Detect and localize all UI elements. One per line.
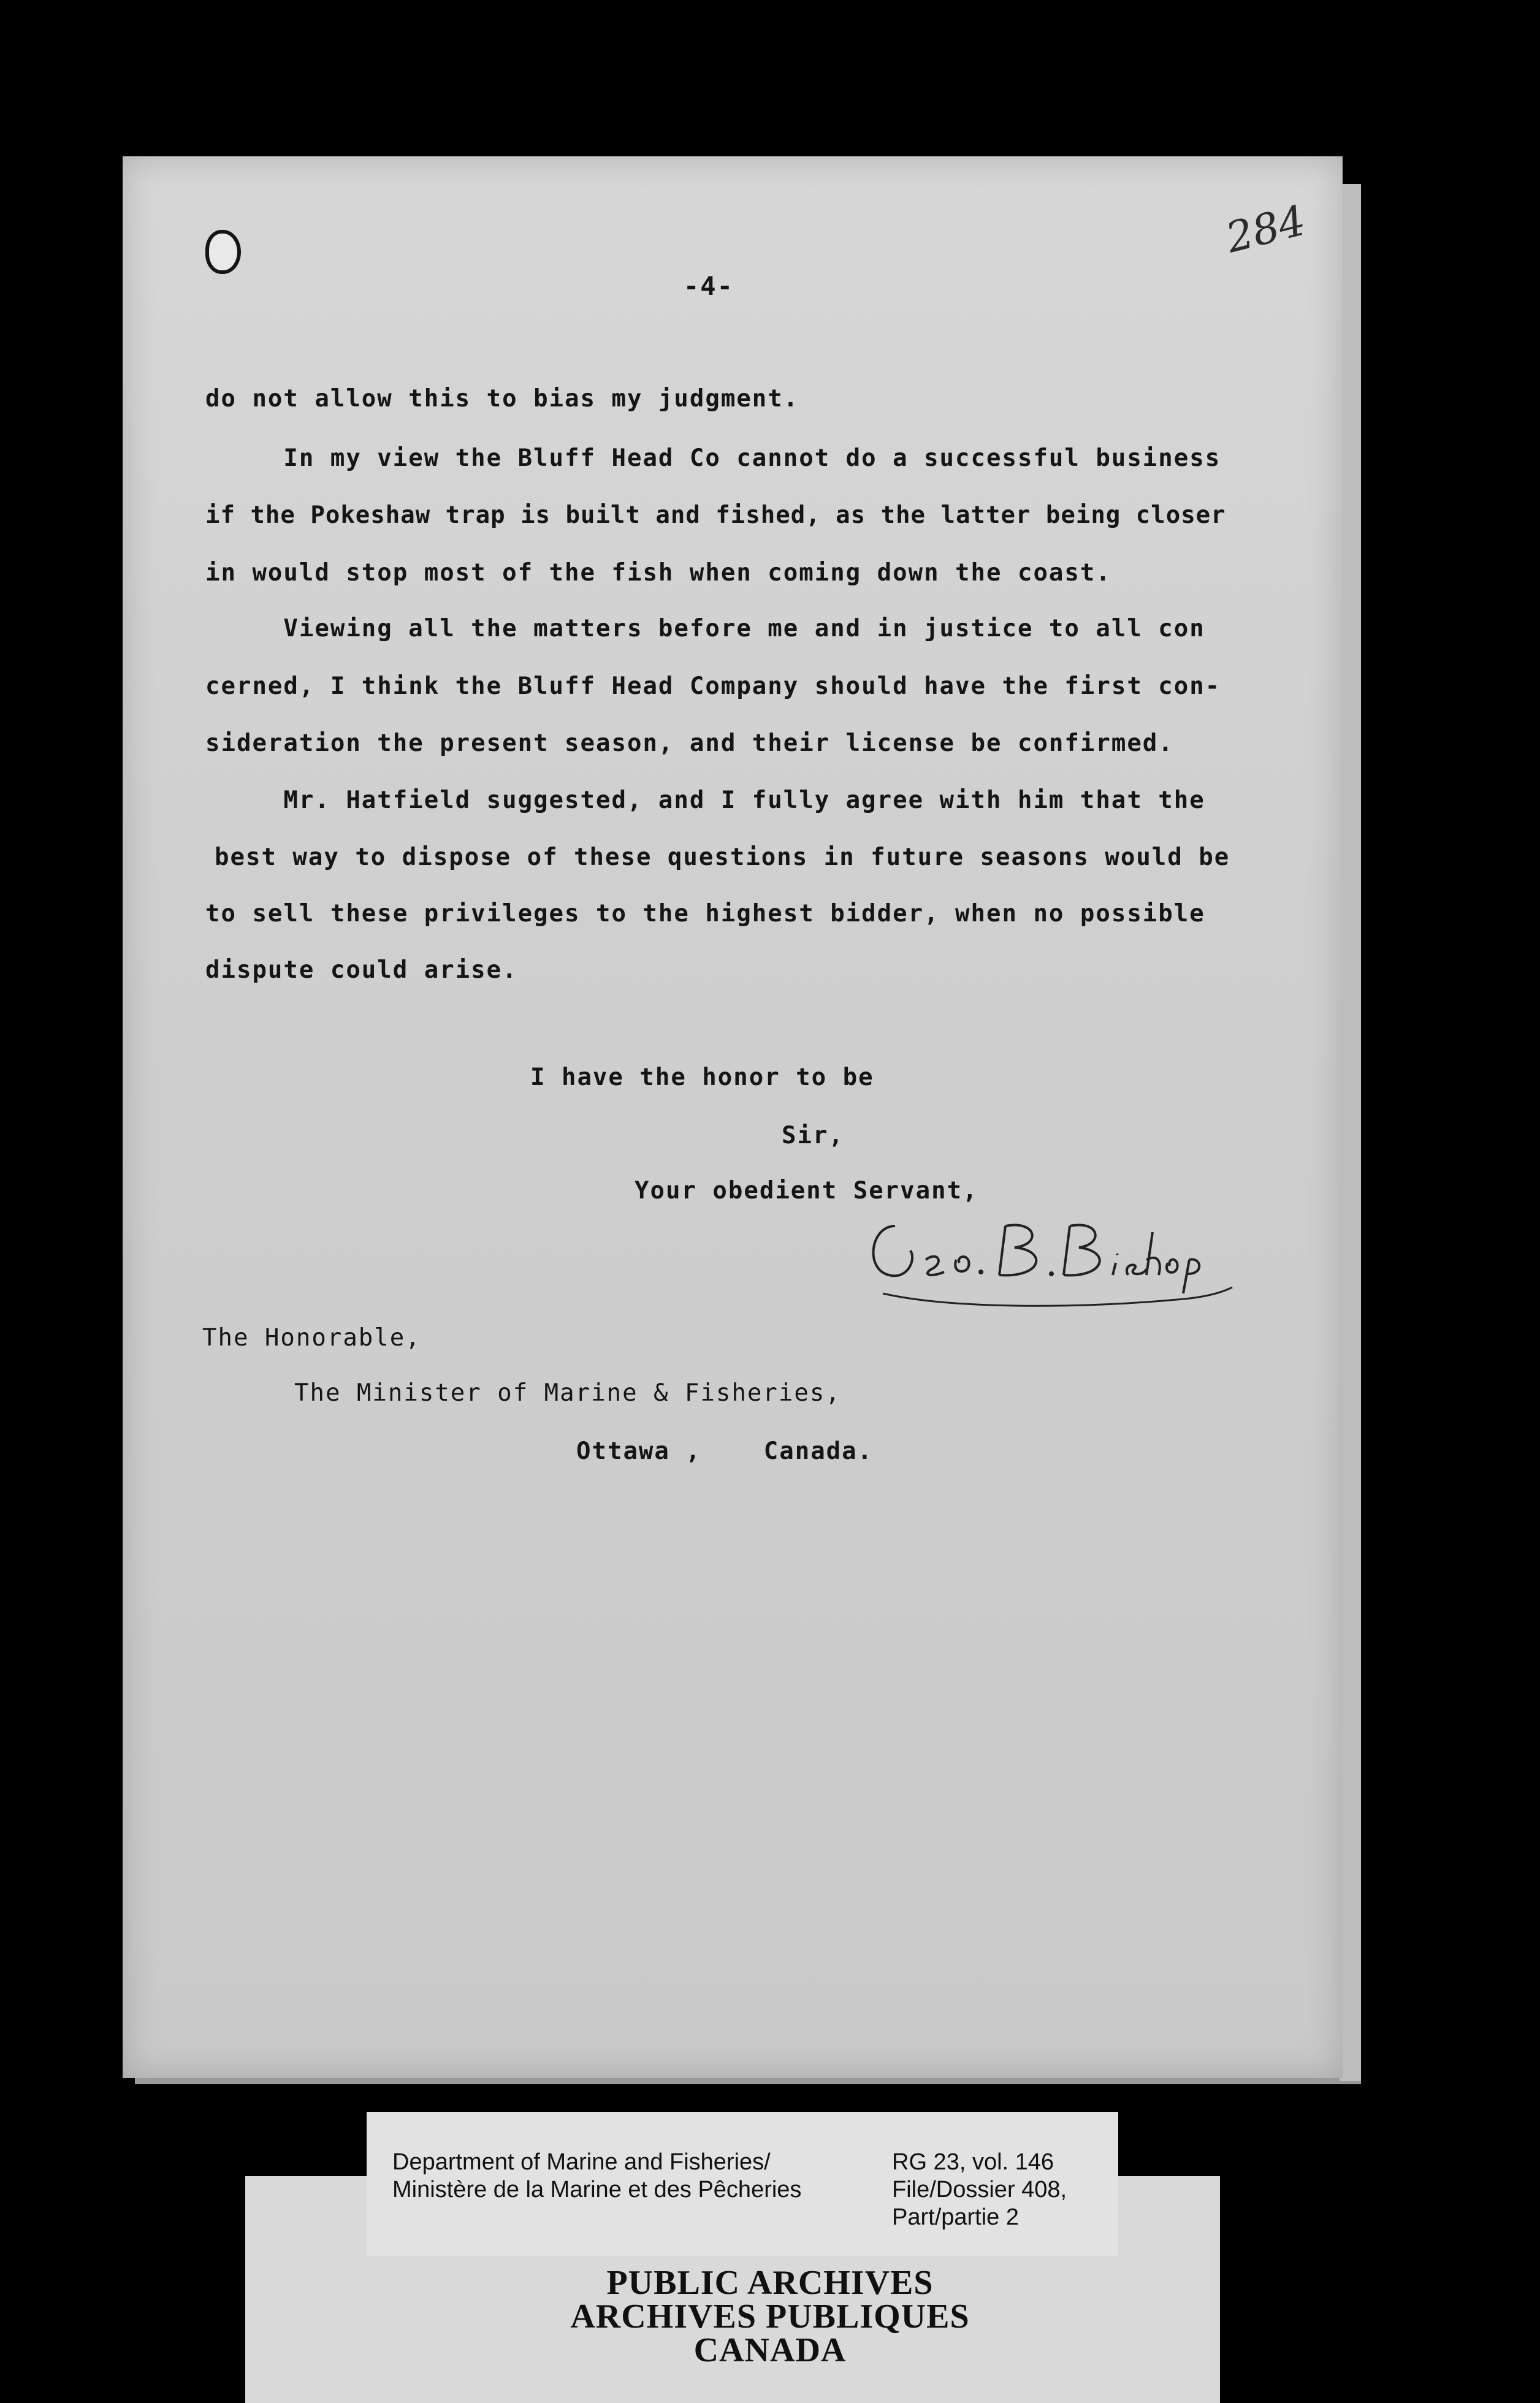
body-line: cerned, I think the Bluff Head Company should have the first con- [205, 672, 1221, 700]
closing-line: I have the honor to be [530, 1064, 874, 1091]
pencil-page-number: 284 [1221, 196, 1311, 263]
archives-stamp-line: PUBLIC ARCHIVES [606, 2264, 934, 2302]
body-line: do not allow this to bias my judgment. [205, 385, 799, 413]
archives-stamp-line: CANADA [693, 2331, 847, 2369]
closing-salutation: Sir, [782, 1122, 844, 1149]
department-english: Department of Marine and Fisheries/ [392, 2149, 771, 2175]
body-line: Viewing all the matters before me and in justice to all con [205, 615, 1205, 642]
addressee-line: The Honorable, [202, 1324, 421, 1352]
punch-hole [205, 230, 241, 274]
archive-reference-part: Part/partie 2 [892, 2204, 1019, 2230]
closing-servant: Your obedient Servant, [635, 1177, 978, 1205]
body-line: dispute could arise. [205, 956, 518, 984]
archive-reference-file: File/Dossier 408, [892, 2177, 1067, 2203]
archives-stamp-line: ARCHIVES PUBLIQUES [570, 2298, 970, 2336]
handwritten-signature [858, 1202, 1238, 1318]
body-line: Mr. Hatfield suggested, and I fully agree with him that the [205, 786, 1205, 814]
body-line: to sell these privileges to the highest bidder, when no possible [205, 900, 1205, 927]
archive-reference-rg: RG 23, vol. 146 [892, 2149, 1054, 2175]
page-edge [1340, 184, 1361, 2081]
department-french: Ministère de la Marine et des Pêcheries [392, 2177, 802, 2203]
addressee-line: The Minister of Marine & Fisheries, [294, 1379, 841, 1407]
page-number: -4- [684, 271, 734, 301]
body-line: sideration the present season, and their license be confirmed. [205, 729, 1174, 757]
body-line: best way to dispose of these questions in future seasons would be [215, 844, 1230, 871]
body-line: In my view the Bluff Head Co cannot do a successful business [205, 444, 1221, 472]
body-line: if the Pokeshaw trap is built and fished, as the latter being closer [205, 501, 1226, 529]
addressee-line: Ottawa , Canada. [576, 1438, 874, 1465]
body-line: in would stop most of the fish when coming down the coast. [205, 559, 1111, 587]
